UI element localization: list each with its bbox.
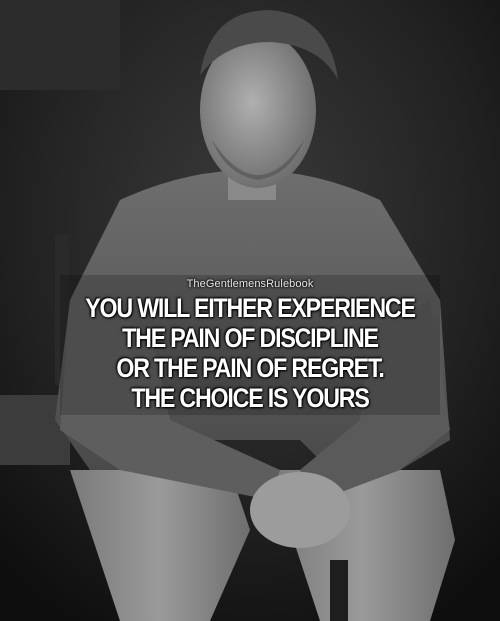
quote-line-1: YOU WILL EITHER EXPERIENCE [85, 293, 415, 323]
wall-window [0, 0, 120, 90]
quote-line-3: OR THE PAIN OF REGRET. [116, 353, 384, 383]
quote-line-4: THE CHOICE IS YOURS [131, 383, 369, 413]
chair-leg-right [330, 560, 348, 621]
hands [250, 472, 350, 548]
watermark-text: TheGentlemensRulebook [186, 278, 314, 290]
quote-text [35, 293, 465, 413]
quote-line-2: THE PAIN OF DISCIPLINE [122, 323, 378, 353]
